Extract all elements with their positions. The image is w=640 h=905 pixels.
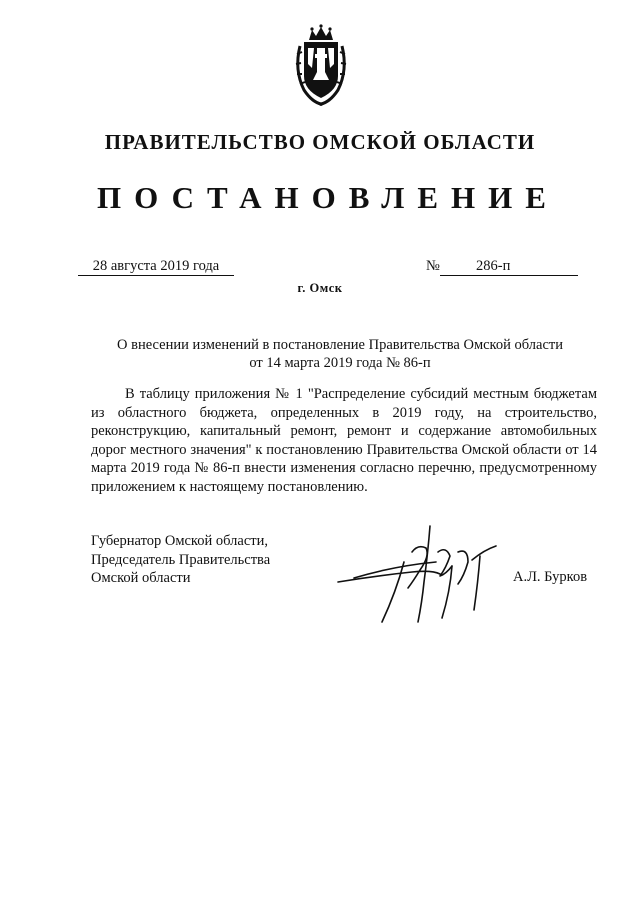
subject-line-1: О внесении изменений в постановление Правительства Омской области bbox=[117, 337, 563, 353]
document-date: 28 августа 2019 года bbox=[78, 258, 234, 276]
document-body-paragraph: В таблицу приложения № 1 "Распределение субсидий местным бюджетам из областного бюджета, определенных в 2019 году, на строительство, реконструкцию, капитальный ремонт, ремонт и содержание автомобильных дорог местного значения" к постановлению Правительства Омской области от 14 марта 2019 года № 86-п внести изменения согласно перечню, предусмотренному приложением к настоящему постановлению. bbox=[91, 386, 597, 495]
subject-line-2: от 14 марта 2019 года № 86-п bbox=[249, 355, 431, 371]
document-type-title: ПОСТАНОВЛЕНИЕ bbox=[97, 180, 559, 215]
organization-title: ПРАВИТЕЛЬСТВО ОМСКОЙ ОБЛАСТИ bbox=[104, 130, 536, 154]
signer-position-line-2: Председатель Правительства bbox=[91, 551, 271, 568]
handwritten-signature-icon bbox=[334, 522, 504, 628]
document-number-label: № bbox=[426, 258, 440, 274]
document-number: 286-п bbox=[440, 258, 578, 276]
signer-position bbox=[91, 532, 270, 588]
signer-position-line-3: Омской области bbox=[91, 570, 191, 586]
coat-of-arms-icon bbox=[292, 24, 350, 106]
signer-position-line-1: Губернатор Омской области, bbox=[91, 533, 268, 549]
signer-name: А.Л. Бурков bbox=[513, 569, 588, 585]
document-city: г. Омск bbox=[297, 281, 343, 295]
document-subject bbox=[60, 336, 620, 372]
